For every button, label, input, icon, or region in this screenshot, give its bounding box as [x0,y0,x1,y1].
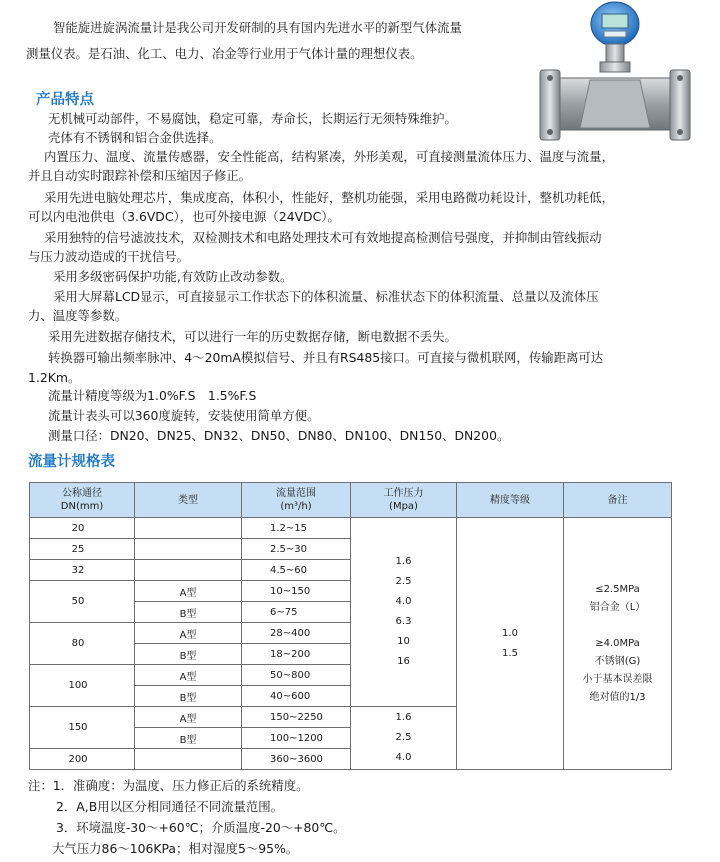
note-line-2: 2．A,B用以区分相同通径不同流量范围。 [56,799,284,814]
dn-cell: 32 [30,560,135,581]
type-cell: B型 [135,602,242,623]
dn-cell: 200 [30,749,135,770]
dn-cell: 80 [30,623,135,665]
intro-line-2: 测量仪表。是石油、化工、电力、冶金等行业用于气体计量的理想仪表。 [26,46,423,61]
intro-line-1: 智能旋进旋涡流量计是我公司开发研制的具有国内先进水平的新型气体流量 [53,20,462,35]
feature-line: 流量计精度等级为1.0%F.S 1.5%F.S [48,388,257,403]
remark-cell: ≤2.5MPa 铝合金（L） ≥4.0MPa 不锈钢(G) 小于基本误差限 绝对值的1/3 [564,518,672,770]
range-cell: 50~800 [242,665,351,686]
feature-line: 力、温度等参数。 [28,308,128,323]
type-cell [135,518,242,539]
range-cell: 28~400 [242,623,351,644]
type-cell [135,749,242,770]
feature-line: 采用大屏幕LCD显示，可直接显示工作状态下的体积流量、标准状态下的体积流量、总量以及流体压 [53,289,599,304]
header-remark: 备注 [564,483,672,518]
type-cell [135,539,242,560]
range-cell: 2.5~30 [242,539,351,560]
type-cell: A型 [135,707,242,728]
type-cell: A型 [135,665,242,686]
dn-cell: 150 [30,707,135,749]
header-dn: 公称通径 DN(mm) [30,483,135,518]
range-cell: 10~150 [242,581,351,602]
type-cell: B型 [135,728,242,749]
range-cell: 1.2~15 [242,518,351,539]
feature-line: 采用独特的信号滤波技术，双检测技术和电路处理技术可有效地提高检测信号强度，并抑制由管线振动 [44,230,602,245]
feature-line: 测量口径：DN20、DN25、DN32、DN50、DN80、DN100、DN150、DN200。 [48,428,510,443]
feature-line: 与压力波动造成的干扰信号。 [28,249,190,264]
dn-cell: 100 [30,665,135,707]
range-cell: 18~200 [242,644,351,665]
feature-line: 采用先进电脑处理芯片，集成度高，体积小，性能好，整机功能强，采用电路微功耗设计，整机功耗低， [44,190,614,205]
feature-line: 流量计表头可以360度旋转，安装使用简单方便。 [48,408,320,423]
range-cell: 40~600 [242,686,351,707]
range-cell: 150~2250 [242,707,351,728]
feature-line: 壳体有不锈钢和铝合金供选择。 [48,130,222,145]
header-accuracy: 精度等级 [457,483,564,518]
feature-line: 采用多级密码保护功能,有效防止改动参数。 [53,269,293,284]
feature-line: 采用先进数据存储技术，可以进行一年的历史数据存储，断电数据不丢失。 [48,329,457,344]
note-line-4: 大气压力86～106KPa；相对湿度5～95%。 [52,841,299,856]
type-cell: A型 [135,581,242,602]
spec-heading: 流量计规格表 [28,454,115,470]
range-cell: 360~3600 [242,749,351,770]
header-pressure: 工作压力 (Mpa) [351,483,457,518]
header-type: 类型 [135,483,242,518]
dn-cell: 50 [30,581,135,623]
table-row [30,518,672,539]
features-heading: 产品特点 [36,92,94,108]
range-cell: 100~1200 [242,728,351,749]
type-cell [135,560,242,581]
pressure-cell-group-2: 1.6 2.5 4.0 [351,707,457,770]
type-cell: A型 [135,623,242,644]
dn-cell: 20 [30,518,135,539]
feature-line: 无机械可动部件，不易腐蚀，稳定可靠，寿命长，长期运行无须特殊维护。 [48,111,457,126]
type-cell: B型 [135,686,242,707]
type-cell: B型 [135,644,242,665]
feature-line: 1.2Km。 [28,370,81,385]
range-cell: 4.5~60 [242,560,351,581]
pressure-cell-group-1: 1.6 2.5 4.0 6.3 10 16 [351,518,457,707]
feature-line: 转换器可输出频率脉冲、4～20mA模拟信号、并且有RS485接口。可直接与微机联网，传输距离可达 [48,350,604,365]
accuracy-cell: 1.0 1.5 [457,518,564,770]
flowmeter-illustration [520,0,715,150]
dn-cell: 25 [30,539,135,560]
note-line-1: 注：1．准确度：为温度、压力修正后的系统精度。 [28,778,309,793]
table-header-row [30,483,672,518]
spec-table [29,482,672,770]
header-range: 流量范围 (m³/h) [242,483,351,518]
feature-line: 并且自动实时跟踪补偿和压缩因子修正。 [28,168,252,183]
note-line-3: 3．环境温度-30～+60℃；介质温度-20～+80℃。 [56,820,346,835]
range-cell: 6~75 [242,602,351,623]
feature-line: 内置压力、温度、流量传感器，安全性能高，结构紧凑，外形美观，可直接测量流体压力、温度与流量， [44,149,614,164]
feature-line: 可以内电池供电（3.6VDC），也可外接电源（24VDC）。 [28,209,340,224]
